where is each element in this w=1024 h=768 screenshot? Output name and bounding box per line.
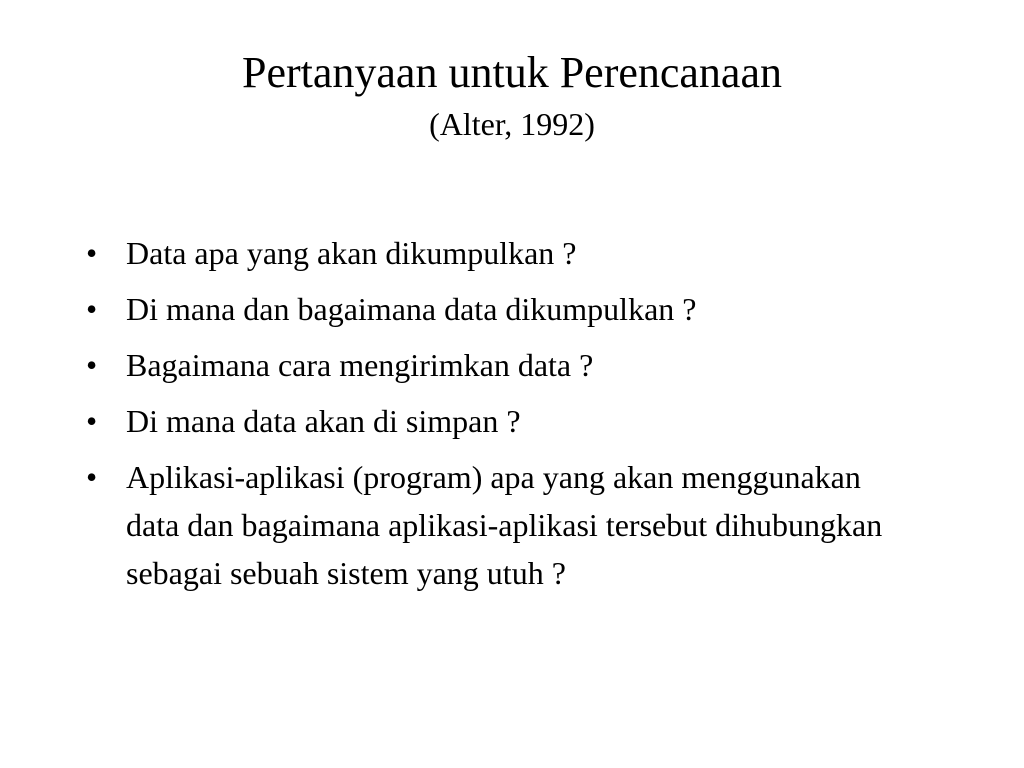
bullet-item <box>86 453 916 597</box>
bullet-text: Data apa yang akan dikumpulkan ? <box>126 235 577 271</box>
bullet-text: Di mana dan bagaimana data dikumpulkan ? <box>126 291 697 327</box>
bullet-item <box>86 229 916 277</box>
bullet-text: Di mana data akan di simpan ? <box>126 403 521 439</box>
bullet-list <box>86 229 916 605</box>
bullet-item <box>86 397 916 445</box>
bullet-text: Aplikasi-aplikasi (program) apa yang akan menggunakan data dan bagaimana aplikasi-aplikasi tersebut dihubungkan sebagai sebuah sistem yang utuh ? <box>126 459 883 591</box>
bullet-icon: • <box>86 403 98 439</box>
bullet-item <box>86 341 916 389</box>
slide-title: Pertanyaan untuk Perencanaan <box>242 48 782 97</box>
bullet-text: Bagaimana cara mengirimkan data ? <box>126 347 594 383</box>
bullet-icon: • <box>86 235 98 271</box>
title-block <box>0 44 1024 146</box>
bullet-icon: • <box>86 347 98 383</box>
bullet-icon: • <box>86 459 98 495</box>
bullet-icon: • <box>86 291 98 327</box>
slide-subtitle: (Alter, 1992) <box>429 106 595 142</box>
bullet-item <box>86 285 916 333</box>
